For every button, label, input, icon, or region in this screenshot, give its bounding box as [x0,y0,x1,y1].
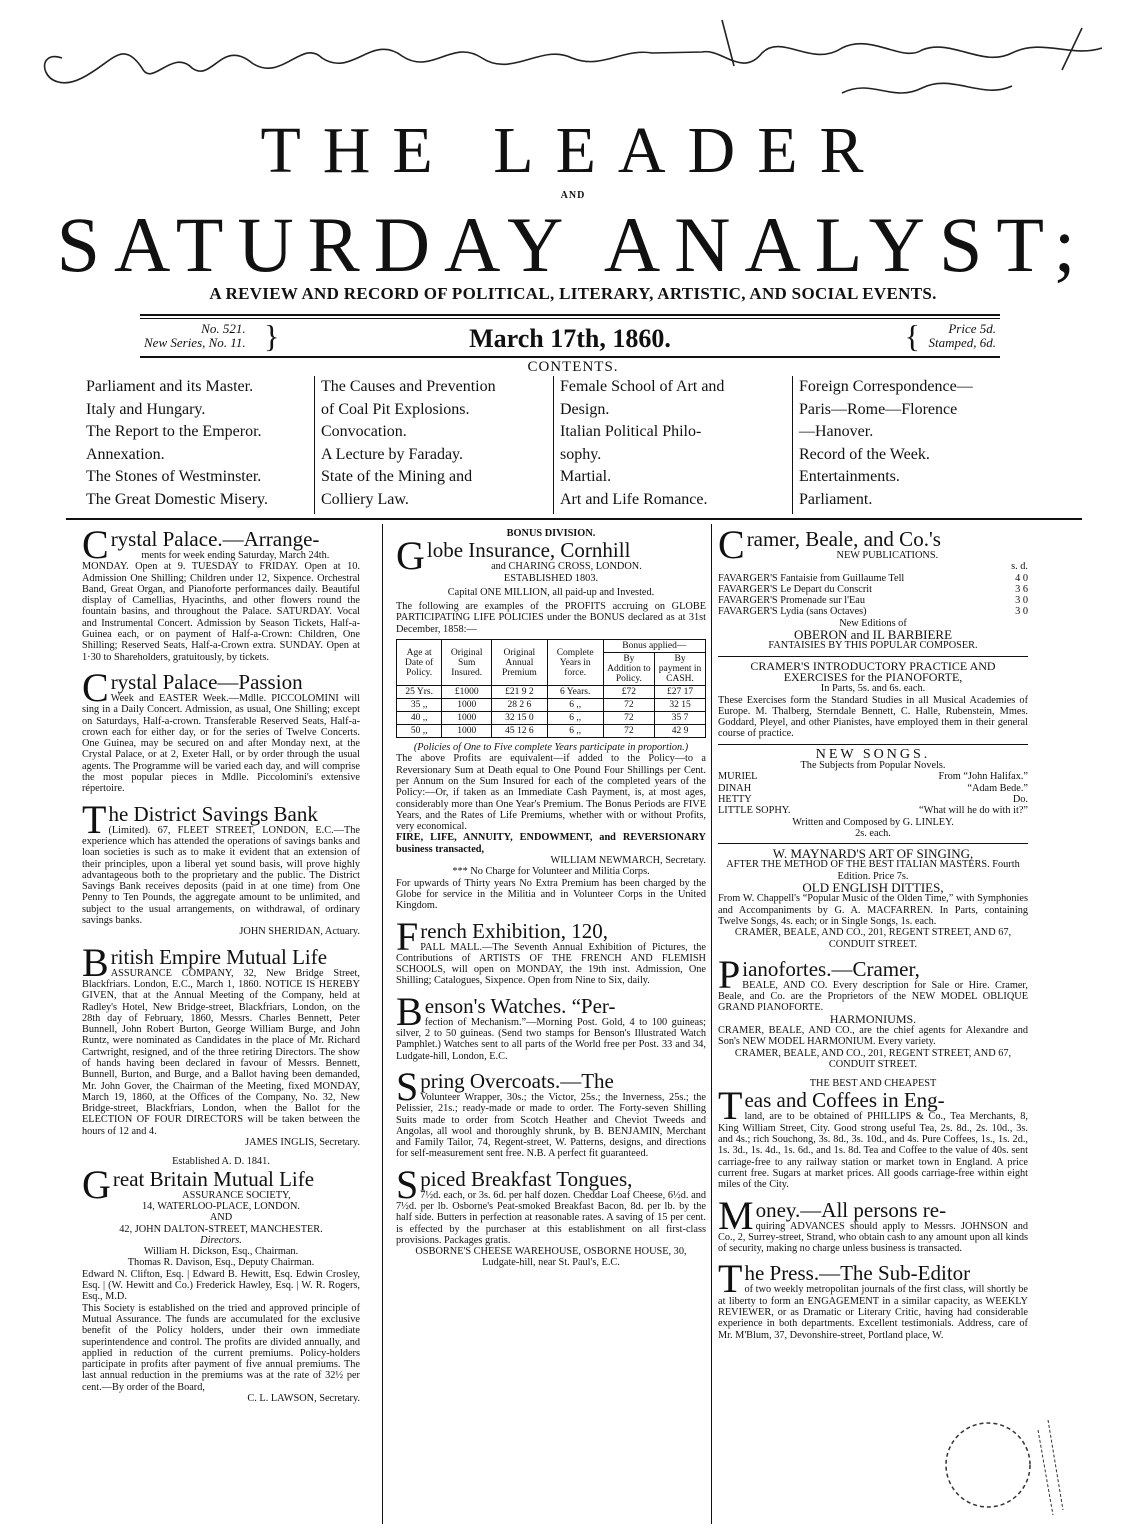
ad-district-savings-bank: The District Savings Bank (Limited). 67, FLEET STREET, LONDON, E.C.—The experience which has attended the operations of savings banks and loan societies is such as to make it evident that an extension of their principles, upon a liberal yet sound basis, will prove highly advantageous both to the proprietary and the public. The District Savings Bank receives deposits (paid in at one time) from One Penny to Ten Pounds, the aggregate amount to be unlimited, and subject to the usual arrangements, on withdrawal, of ordinary savings banks. JOHN SHERIDAN, Actuary. [82,796,360,938]
contents-item: Italian Political Philo- [560,423,702,440]
contents-item: Annexation. [86,445,165,463]
contents-table [80,376,1020,514]
issue-line: No. 521. New Series, No. 11. } March 17th, 1860. { Price 5d. Stamped, 6d. [140,322,1000,356]
contents-col-3 [554,376,793,514]
contents-item: The Stones of Westminster. [86,468,262,485]
ad-bensons-watches: Benson's Watches. “Per- fection of Mechanism.”—Morning Post. Gold, 4 to 100 guineas; silver, 2 to 50 guineas. (Send two stamps for Benson's Illustrated Watch Pamphlet.) Watches sent to all parts of the World free per Post. 33 and 34, Ludgate-hill, London, E.C. [396,988,706,1062]
contents-item: Colliery Law. [321,490,409,508]
ad-cramer-publications: Cramer, Beale, and Co.'s NEW PUBLICATIONS. s. d. FAVARGER'S Fantaisie from Guillaume Tell 4 0 FAVARGER'S Le Depart du Conscrit 3 6 FAVARGER'S Promenade sur l'Eau 3 0 FAVARGER'S Lydia (sans Octaves) 3 0 New Editions of OBERON and IL BARBIERE FANTAISIES BY THIS POPULAR COMPOSER. CRAMER'S INTRODUCTORY PRACTICE AND EXERCISES for the PIANOFORTE, In Parts, 5s. and 6s. each. These Exercises form the Standard Studies in all Musical Academies of Europe. M. Thalberg, Sterndale Bennett, C. Halle, Rubenstein, Mmes. Goddard, Pleyel, and other Pianistes, have employed them in their general course of practice. NEW SONGS. The Subjects from Popular Novels. MURIEL From “John Halifax.” DINAH “Adam Bede.” HETTY Do. LITTLE SOPHY. “What will he do with it?” Written and Composed by G. LINLEY. 2s. each. W. MAYNARD'S ART OF SINGING, AFTER THE METHOD OF THE BEST ITALIAN MASTERS. Fourth Edition. Price 7s. OLD ENGLISH DITTIES, From W. Chappell's “Popular Music of the Olden Time,” with Symphonies and Accompaniments by G. A. MACFARREN. In Parts, containing Twelve Songs, 4s. each; or in Single Songs, 1s. each. CRAMER, BEALE, AND CO., 201, REGENT STREET, AND 67, CONDUIT STREET. [718,522,1028,950]
list-item: HETTY Do. [718,793,1028,805]
contents-col-2 [315,376,554,514]
list-item: FAVARGER'S Lydia (sans Octaves) 3 0 [718,606,1028,618]
contents-item: Entertainments. [799,468,900,485]
contents-item: The Causes and Prevention [321,378,496,395]
contents-heading: CONTENTS. [527,359,619,375]
ad-great-britain-mutual: Established A. D. 1841. Great Britain Mutual Life ASSURANCE SOCIETY, 14, WATERLOO-PLACE, LONDON. AND 42, JOHN DALTON-STREET, MANCHESTER. Directors. William H. Dickson, Esq., Chairman. Thomas R. Davison, Esq., Deputy Chairman. Edward N. Clifton, Esq. | Edward B. Hewitt, Esq. Edwin Crosley, Esq. | (W. Hewitt and Co.) Frederick Hawley, Esq. | W. R. Rogers, Esq., M.D. This Society is established on the tried and approved principle of Mutual Assurance. The funds are accumulated for the exclusive benefit of the Policy holders, under their own immediate superintendence and control. The profits are divided annually, and applied in reduction of the current premiums. Policy-holders participate in profits after payment of five annual premiums. The last annual reduction in the premiums was at the rate of 32½ per cent.—By order of the Board, C. L. LAWSON, Secretary. [82,1156,360,1404]
contents-item: —Hanover. [799,423,874,440]
masthead-subtitle: SATURDAY ANALYST; [56,201,1090,288]
contents-item: of Coal Pit Explosions. [321,400,470,418]
contents-item: sophy. [560,445,602,463]
contents-item: Parliament. [799,490,873,508]
table-row: 50 ,, 1000 45 12 6 6 ,, 72 42 9 [397,725,706,738]
ad-crystal-palace-passion: Crystal Palace—Passion Week and EASTER Week.—Mdlle. PICCOLOMINI will sing in a Daily Concert. Admission, as usual, One Shilling; except on Saturdays, Half-a-crown. Transferable Reserved Seats, Half-a-crown each for either day, or for the series of Twelve Concerts. One Guinea, may be secured on and after Monday next, at the Crystal Palace, or at 2, Exeter Hall, or by order through the usual agents. The Programme will be varied each day, and will comprise the most popular pieces in Mdlle. Piccolomini's extensive répertoire. [82,664,360,795]
ad-british-empire-mutual: British Empire Mutual Life ASSURANCE COMPANY, 32, New Bridge Street, Blackfriars. London, E.C., March 1, 1860. NOTICE IS HEREBY GIVEN, that at the Annual Meeting of the Company, held at Radley's Hotel, New Bridge-street, Blackfriars, London, on the 28th day of February, 1860, Messrs. Charles Bennett, Peter Bunnell, John Robert Burton, George William Burge, and John Runtz, were nominated as Candidates in the place of Mr. Richard Cartwright, resigned, and of the three retiring Directors. The show of hands having been declared in favour of Messrs. Bennett, Bunnell, Burton, and Burge, and a Ballot having been demanded, Mr. John Gover, the Chairman of the Meeting, fixed MONDAY, March 19, 1860, at the Offices of the Company, No. 32, New Bridge-street, Blackfriars, London, when the Ballot for the ELECTION OF FOUR DIRECTORS will be taken between the hours of 12 and 4. JAMES INGLIS, Secretary. [82,939,360,1149]
rule [140,314,1000,316]
rule [140,356,1000,358]
handwritten-signature [22,8,1132,118]
contents-item: Convocation. [321,423,407,440]
ad-the-press: The Press.—The Sub-Editor of two weekly metropolitan journals of the first class, will shortly be at liberty to form an ENGAGEMENT in a similar capacity, as WEEKLY REVIEWER, or as Dramatic or Literary Critic, having had considerable experience in both departments. Excellent testimonials. Address, care of Mr. M'Blum, 37, Devonshire-street, Portland place, W. [718,1256,1028,1341]
list-item: FAVARGER'S Promenade sur l'Eau 3 0 [718,595,1028,607]
masthead-tagline: A REVIEW AND RECORD OF POLITICAL, LITERARY, ARTISTIC, AND SOCIAL EVENTS. [209,284,937,303]
bonus-table: Age at Date of Policy. Original Sum Insured. Original Annual Premium Complete Years in force. Bonus applied— By Addition to Policy. By payment in CASH. 25 Yrs. £1000 £21 9 2 6 Years. £72 £27 17 35 ,, 1000 28 2 6 6 ,, 72 32 15 40 ,, 1000 32 15 0 6 ,, 72 35 7 50 ,, 1000 45 12 6 6 ,, 72 42 9 [396,639,706,738]
issue-date: March 17th, 1860. [469,324,671,353]
contents-item: Female School of Art and [560,378,725,395]
ad-crystal-palace-arrangements: Crystal Palace.—Arrange- ments for week ending Saturday, March 24th. MONDAY. Open at 9. TUESDAY to FRIDAY. Open at 10. Admission One Shilling; Children under 12, Sixpence. Orchestral Band, Great Organ, and Pianoforte performances daily. Beautiful display of Camellias, Hyacinths, and other flowers round the fountain basins, and throughout the Palace. SATURDAY. Vocal and Instrumental Concert. Admission by Season Tickets, Half-a-Guinea each, or on payment of Half-a-Crown: Children, One Shilling; Reserved Seats, Half-a-Crown extra. SUNDAY. Open at 1·30 to Shareholders, gratuitously, by tickets. [82,522,360,663]
contents-item: The Great Domestic Misery. [86,490,269,508]
list-item: DINAH “Adam Bede.” [718,782,1028,794]
ad-pianofortes: Pianofortes.—Cramer, BEALE, AND CO. Every description for Sale or Hire. Cramer, Beale, and Co. are the Proprietors of the NEW MODEL OBLIQUE GRAND PIANOFORTE. HARMONIUMS. CRAMER, BEALE, AND CO., are the chief agents for Alexandre and Son's NEW MODEL HARMONIUM. Every variety. CRAMER, BEALE, AND CO., 201, REGENT STREET, AND 67, CONDUIT STREET. [718,951,1028,1070]
masthead-and: AND [560,190,586,201]
issue-price: Price 5d. Stamped, 6d. [928,321,996,350]
column-1 [82,522,360,1412]
library-stamp-mark [918,1410,1068,1520]
contents-item: State of the Mining and [321,468,473,485]
list-item: FAVARGER'S Fantaisie from Guillaume Tell 4 0 [718,572,1028,584]
list-item: LITTLE SOPHY. “What will he do with it?” [718,805,1028,817]
contents-item: A Lecture by Faraday. [321,445,464,463]
contents-item: Record of the Week. [799,445,930,463]
contents-item: Parliament and its Master. [86,378,254,395]
contents-col-1 [80,376,315,514]
ad-globe-insurance: BONUS DIVISION. Globe Insurance, Cornhill and CHARING CROSS, LONDON. ESTABLISHED 1803. Capital ONE MILLION, all paid-up and Invested. The following are examples of the PROFITS accruing on GLOBE PARTICIPATING LIFE POLICIES under the BONUS declared as at 31st December, 1858:— Age at Date of Policy. Original Sum Insured. Original Annual Premium Complete Years in force. Bonus applied— By Addition to Policy. By payment in CASH. 25 Yrs. £1000 £21 9 2 6 Years. £72 £27 17 35 ,, 1000 28 2 6 6 ,, 72 32 15 40 ,, 1000 32 15 0 6 ,, 72 35 7 50 ,, 1000 45 12 6 6 ,, 72 42 9 (Policies of One to Five complete Years participate in proportion.) The above Profits are equivalent—if added to the Policy—to a Reversionary Sum at Death equal to One Pound Four Shillings per Cent. per Annum on the Sum Insured for each of the completed years of the Policy:—Or, if taken as an Immediate Cash Payment, is, at most ages, considerably more than One Year's Premium. The Bonus Periods are FIVE Years, and the Rates of Life Premiums, whether with or without Profits, very economical. FIRE, LIFE, ANNUITY, ENDOWMENT, and REVERSIONARY business transacted, WILLIAM NEWMARCH, Secretary. *** No Charge for Volunteer and Militia Corps. For upwards of Thirty years No Extra Premium has been charged by the Globe for service in the Militia and in Volunteer Corps in the United Kingdom. [396,528,706,912]
contents-item: The Report to the Emperor. [86,423,262,440]
list-item: MURIEL From “John Halifax.” [718,771,1028,783]
ad-teas-coffees: THE BEST AND CHEAPEST Teas and Coffees in Eng- land, are to be obtained of PHILLIPS & Co., Tea Merchants, 8, King William Street, City. Good strong useful Tea, 2s. 8d., 2s. 10d., 3s. and 4s.; rich Souchong, 3s. 8d., 3s. 10d., and 4s. Pure Coffees, 1s., 1s. 2d., 1s. 3d., 1s. 4d., 1s. 6d., and 1s. 8d. Tea and Coffee to the value of 40s. sent carriage-free to any railway station or market town in England. A price current free. Sugars at market prices. All goods carriage-free within eight miles of the City. [718,1078,1028,1191]
contents-col-4 [793,376,1015,514]
rule [66,518,1082,520]
contents-item: Italy and Hungary. [86,400,206,418]
contents-item: Martial. [560,468,612,485]
ad-french-exhibition: French Exhibition, 120, PALL MALL.—The Seventh Annual Exhibition of Pictures, the Contributions of ARTISTS OF THE FRENCH AND FLEMISH SCHOOLS, will open on MONDAY, the 19th inst. Admission, One Shilling; Catalogues, Sixpence. Open from Nine to Six, daily. [396,913,706,987]
ad-spiced-tongues: Spiced Breakfast Tongues, 7½d. each, or 3s. 6d. per half dozen. Cheddar Loaf Cheese, 6½d. and 7½d. per lb. Osborne's Peat-smoked Breakfast Bacon, 8d. per lb. by the half side. Butters in perfection at reasonable rates. A saving of 15 per cent. is effected by the purchaser at this establishment on all first-class provisions. Packages gratis. OSBORNE'S CHEESE WAREHOUSE, OSBORNE HOUSE, 30, Ludgate-hill, near St. Paul's, E.C. [396,1161,706,1269]
table-row: 40 ,, 1000 32 15 0 6 ,, 72 35 7 [397,712,706,725]
masthead-title: THE LEADER [260,114,886,187]
ad-spring-overcoats: Spring Overcoats.—The Volunteer Wrapper, 30s.; the Victor, 25s.; the Inverness, 25s.; the Pelissier, 21s.; ready-made or made to order. The Forty-seven Shilling Suits made to order from Scotch Heather and Cheviot Tweeds and Angolas, all wool and thoroughly shrunk, by B. BENJAMIN, Merchant and Family Tailor, 74, Regent-street, W. Patterns, designs, and directions for self-measurement sent free. N.B. A perfect fit guaranteed. [396,1063,706,1160]
issue-number: No. 521. New Series, No. 11. [144,321,246,350]
ad-money: Money.—All persons re- quiring ADVANCES should apply to Messrs. JOHNSON and Co., 2, Surrey-street, Strand, who obtain cash to any amount upon all kinds of security, making no charge unless business is transacted. [718,1192,1028,1255]
column-3 [718,522,1028,1349]
contents-item: Foreign Correspondence— [799,378,973,395]
table-row: 25 Yrs. £1000 £21 9 2 6 Years. £72 £27 17 [397,686,706,699]
contents-item: Art and Life Romance. [560,490,708,508]
contents-item: Design. [560,400,610,418]
column-2 [396,528,706,1277]
list-item: FAVARGER'S Le Depart du Conscrit 3 6 [718,583,1028,595]
contents-item: Paris—Rome—Florence [799,400,958,418]
table-row: 35 ,, 1000 28 2 6 6 ,, 72 32 15 [397,699,706,712]
